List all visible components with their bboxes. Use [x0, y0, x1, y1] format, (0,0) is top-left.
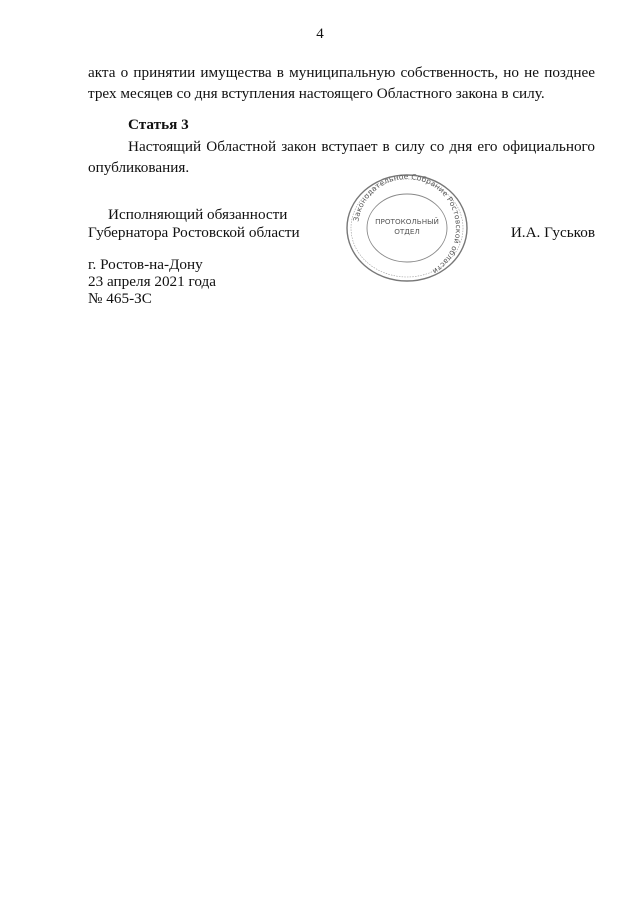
signatory-position-line2: Губернатора Ростовской области	[88, 224, 300, 241]
signatory-position-line1: Исполняющий обязанности	[108, 206, 288, 223]
signatory-name: И.А. Гуськов	[510, 224, 595, 241]
official-stamp	[342, 172, 472, 284]
place-date-number	[88, 256, 216, 307]
law-number: № 465-ЗС	[88, 290, 152, 307]
stamp-center-line1: ПРОТОКОЛЬНЫЙ	[375, 217, 439, 226]
article-3-text: Настоящий Областной закон вступает в силу со дня его официального опубликования.	[88, 138, 595, 176]
city: г. Ростов-на-Дону	[88, 256, 203, 273]
article-heading: Статья 3	[128, 116, 189, 133]
stamp-graphic	[342, 172, 472, 284]
paragraph-continuation: акта о принятии имущества в муниципальную собственность, но не позднее трех месяцев со дня вступления настоящего Областного закона в силу.	[88, 64, 595, 102]
page-number: 4	[316, 26, 324, 42]
stamp-center-line2: ОТДЕЛ	[394, 227, 420, 236]
stamp-ring-text: Законодательное Собрание Ростовской области	[351, 172, 464, 277]
date: 23 апреля 2021 года	[88, 273, 216, 290]
signatory-position	[88, 206, 300, 242]
